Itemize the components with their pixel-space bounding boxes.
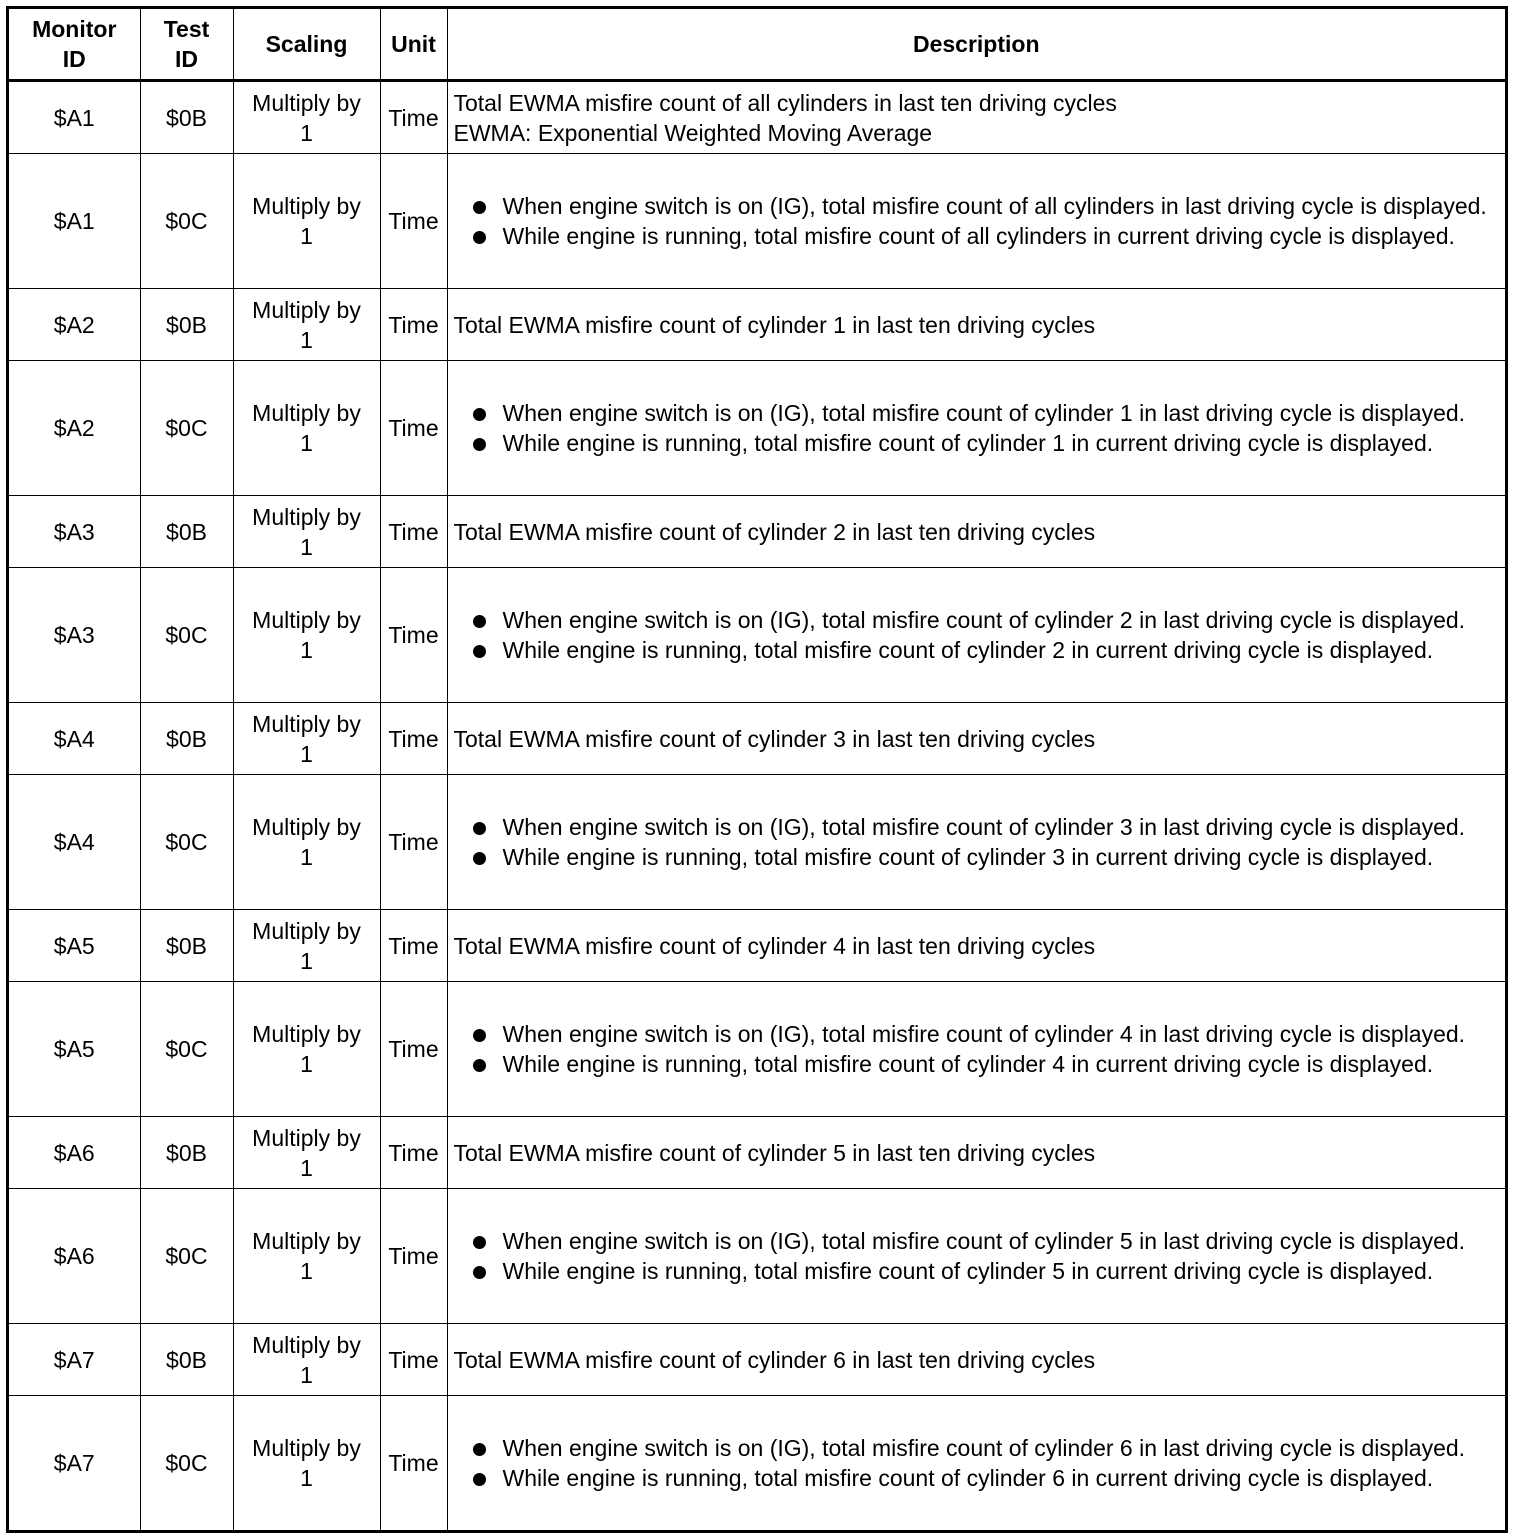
header-monitor-id-line: Monitor <box>32 16 117 42</box>
description-bullet-item <box>454 221 1498 251</box>
description-bullet-item <box>454 428 1498 458</box>
monitor-id-cell: $A6 <box>9 1189 140 1324</box>
table-row <box>9 289 1505 361</box>
table-row <box>9 361 1505 496</box>
description-bullet-list <box>454 1433 1498 1493</box>
table-row <box>9 1396 1505 1531</box>
scaling-text: 1 <box>300 637 313 663</box>
scaling-text: 1 <box>300 1258 313 1284</box>
scaling-cell <box>233 568 380 703</box>
description-cell <box>447 982 1505 1117</box>
test-id-cell: $0B <box>140 1117 233 1189</box>
description-cell <box>447 1189 1505 1324</box>
bullet-dot-icon <box>473 438 486 451</box>
unit-cell: Time <box>380 1117 447 1189</box>
scaling-cell <box>233 289 380 361</box>
test-id-cell: $0B <box>140 289 233 361</box>
description-cell <box>447 775 1505 910</box>
description-bullet-text: While engine is running, total misfire count of cylinder 5 in current driving cycle is displayed. <box>502 1258 1434 1284</box>
scaling-text: 1 <box>300 844 313 870</box>
test-id-cell: $0C <box>140 1396 233 1531</box>
monitor-id-cell: $A3 <box>9 568 140 703</box>
test-id-cell: $0C <box>140 154 233 289</box>
unit-cell: Time <box>380 775 447 910</box>
monitor-id-cell: $A1 <box>9 154 140 289</box>
bullet-dot-icon <box>473 852 486 865</box>
unit-cell: Time <box>380 910 447 982</box>
description-cell <box>447 154 1505 289</box>
description-bullet-text: While engine is running, total misfire count of cylinder 2 in current driving cycle is displayed. <box>502 637 1434 663</box>
description-bullet-item <box>454 398 1498 428</box>
scaling-text: Multiply by <box>252 607 361 633</box>
table-row <box>9 568 1505 703</box>
scaling-text: 1 <box>300 326 313 353</box>
description-bullet-text: When engine switch is on (IG), total misfire count of cylinder 3 in last driving cycle is displayed. <box>502 814 1466 840</box>
scaling-cell <box>233 775 380 910</box>
test-id-cell: $0C <box>140 1189 233 1324</box>
description-cell <box>447 289 1505 361</box>
description-cell <box>447 1396 1505 1531</box>
scaling-cell <box>233 81 380 154</box>
table-row <box>9 496 1505 568</box>
monitor-id-cell: $A7 <box>9 1396 140 1531</box>
monitor-id-cell: $A7 <box>9 1324 140 1396</box>
description-text: Total EWMA misfire count of cylinder 1 in last ten driving cycles <box>453 311 1096 338</box>
scaling-cell <box>233 496 380 568</box>
test-id-cell: $0B <box>140 703 233 775</box>
bullet-dot-icon <box>473 822 486 835</box>
monitor-id-cell: $A2 <box>9 361 140 496</box>
monitor-id-cell: $A6 <box>9 1117 140 1189</box>
description-bullet-list <box>454 398 1498 458</box>
scaling-text: Multiply by <box>252 917 361 944</box>
description-bullet-text: When engine switch is on (IG), total misfire count of cylinder 6 in last driving cycle is displayed. <box>502 1435 1466 1461</box>
header-test-id-line: ID <box>175 46 198 72</box>
description-bullet-text: When engine switch is on (IG), total misfire count of cylinder 2 in last driving cycle is displayed. <box>502 607 1466 633</box>
table-row <box>9 154 1505 289</box>
description-text: EWMA: Exponential Weighted Moving Average <box>453 119 933 146</box>
test-id-cell: $0C <box>140 982 233 1117</box>
scaling-text: 1 <box>300 1154 313 1181</box>
description-cell <box>447 361 1505 496</box>
description-text: Total EWMA misfire count of cylinder 4 in last ten driving cycles <box>453 932 1096 959</box>
table-row <box>9 1189 1505 1324</box>
scaling-text: 1 <box>300 947 313 974</box>
description-bullet-text: When engine switch is on (IG), total misfire count of cylinder 1 in last driving cycle is displayed. <box>502 400 1466 426</box>
scaling-cell <box>233 982 380 1117</box>
monitor-id-cell: $A5 <box>9 910 140 982</box>
monitor-id-cell: $A5 <box>9 982 140 1117</box>
description-bullet-item <box>454 1019 1498 1049</box>
test-id-cell: $0B <box>140 81 233 154</box>
unit-cell: Time <box>380 289 447 361</box>
test-id-cell: $0C <box>140 361 233 496</box>
table-row <box>9 775 1505 910</box>
description-bullet-item <box>454 1433 1498 1463</box>
table-body <box>9 81 1505 1531</box>
monitor-id-cell: $A2 <box>9 289 140 361</box>
description-bullet-list <box>454 1019 1498 1079</box>
scaling-text: 1 <box>300 1465 313 1491</box>
header-scaling: Scaling <box>233 9 380 81</box>
description-bullet-list <box>454 812 1498 872</box>
description-text: Total EWMA misfire count of cylinder 5 in last ten driving cycles <box>453 1139 1096 1166</box>
bullet-dot-icon <box>473 201 486 214</box>
scaling-text: Multiply by <box>252 296 361 323</box>
scaling-text: 1 <box>300 223 313 249</box>
description-bullet-list <box>454 1226 1498 1286</box>
bullet-dot-icon <box>473 1059 486 1072</box>
description-bullet-item <box>454 191 1498 221</box>
description-cell <box>447 910 1505 982</box>
description-bullet-text: While engine is running, total misfire count of all cylinders in current driving cycle is displayed. <box>502 223 1455 249</box>
scaling-text: Multiply by <box>252 1021 361 1047</box>
description-bullet-item <box>454 842 1498 872</box>
description-bullet-text: When engine switch is on (IG), total misfire count of cylinder 4 in last driving cycle is displayed. <box>502 1021 1466 1047</box>
scaling-text: Multiply by <box>252 710 361 737</box>
description-bullet-item <box>454 1226 1498 1256</box>
table-row <box>9 81 1505 154</box>
scaling-cell <box>233 1189 380 1324</box>
description-cell <box>447 81 1505 154</box>
unit-cell: Time <box>380 1189 447 1324</box>
scaling-cell <box>233 361 380 496</box>
scaling-text: Multiply by <box>252 814 361 840</box>
unit-cell: Time <box>380 703 447 775</box>
bullet-dot-icon <box>473 408 486 421</box>
test-id-cell: $0B <box>140 910 233 982</box>
scaling-text: 1 <box>300 533 313 560</box>
scaling-text: Multiply by <box>252 400 361 426</box>
description-bullet-text: When engine switch is on (IG), total misfire count of all cylinders in last driving cycle is displayed. <box>502 193 1487 219</box>
description-bullet-item <box>454 635 1498 665</box>
description-bullet-list <box>454 605 1498 665</box>
description-text: Total EWMA misfire count of all cylinders in last ten driving cycles <box>453 89 1117 116</box>
bullet-dot-icon <box>473 1443 486 1456</box>
unit-cell: Time <box>380 1396 447 1531</box>
bullet-dot-icon <box>473 615 486 628</box>
test-id-cell: $0B <box>140 496 233 568</box>
scaling-text: Multiply by <box>252 1228 361 1254</box>
header-monitor-id-line: ID <box>62 46 86 72</box>
bullet-dot-icon <box>473 1266 486 1279</box>
scaling-cell <box>233 154 380 289</box>
scaling-text: 1 <box>300 430 313 456</box>
monitor-id-cell: $A3 <box>9 496 140 568</box>
description-text: Total EWMA misfire count of cylinder 6 in last ten driving cycles <box>453 1346 1096 1373</box>
description-text: Total EWMA misfire count of cylinder 3 in last ten driving cycles <box>453 725 1096 752</box>
description-bullet-item <box>454 1049 1498 1079</box>
monitor-id-cell: $A4 <box>9 703 140 775</box>
description-bullet-item <box>454 1256 1498 1286</box>
unit-cell: Time <box>380 81 447 154</box>
table-row <box>9 1324 1505 1396</box>
scaling-cell <box>233 1396 380 1531</box>
table-header-row <box>9 9 1505 81</box>
bullet-dot-icon <box>473 231 486 244</box>
scaling-cell <box>233 910 380 982</box>
description-bullet-text: While engine is running, total misfire count of cylinder 6 in current driving cycle is displayed. <box>502 1465 1434 1491</box>
scaling-text: Multiply by <box>252 193 361 219</box>
header-unit: Unit <box>380 9 447 81</box>
unit-cell: Time <box>380 568 447 703</box>
unit-cell: Time <box>380 982 447 1117</box>
bullet-dot-icon <box>473 645 486 658</box>
scaling-text: 1 <box>300 119 313 146</box>
unit-cell: Time <box>380 361 447 496</box>
unit-cell: Time <box>380 154 447 289</box>
test-id-cell: $0B <box>140 1324 233 1396</box>
scaling-text: 1 <box>300 1361 313 1388</box>
header-description: Description <box>447 9 1505 81</box>
table-row <box>9 1117 1505 1189</box>
monitor-test-table <box>6 6 1508 1533</box>
scaling-text: 1 <box>300 740 313 767</box>
monitor-id-cell: $A4 <box>9 775 140 910</box>
data-table <box>9 9 1505 1530</box>
scaling-text: Multiply by <box>252 89 361 116</box>
header-test-id-line: Test <box>163 16 210 42</box>
scaling-text: 1 <box>300 1051 313 1077</box>
scaling-cell <box>233 703 380 775</box>
description-cell <box>447 1324 1505 1396</box>
description-bullet-list <box>454 191 1498 251</box>
description-bullet-text: While engine is running, total misfire count of cylinder 4 in current driving cycle is displayed. <box>502 1051 1434 1077</box>
description-bullet-item <box>454 812 1498 842</box>
description-cell <box>447 1117 1505 1189</box>
bullet-dot-icon <box>473 1473 486 1486</box>
scaling-cell <box>233 1117 380 1189</box>
scaling-text: Multiply by <box>252 1435 361 1461</box>
scaling-cell <box>233 1324 380 1396</box>
description-bullet-text: While engine is running, total misfire count of cylinder 1 in current driving cycle is displayed. <box>502 430 1434 456</box>
table-row <box>9 910 1505 982</box>
scaling-text: Multiply by <box>252 1124 361 1151</box>
description-cell <box>447 496 1505 568</box>
table-row <box>9 982 1505 1117</box>
scaling-text: Multiply by <box>252 1331 361 1358</box>
description-bullet-item <box>454 605 1498 635</box>
description-cell <box>447 568 1505 703</box>
description-bullet-item <box>454 1463 1498 1493</box>
description-bullet-text: When engine switch is on (IG), total misfire count of cylinder 5 in last driving cycle is displayed. <box>502 1228 1466 1254</box>
bullet-dot-icon <box>473 1236 486 1249</box>
description-text: Total EWMA misfire count of cylinder 2 in last ten driving cycles <box>453 518 1096 545</box>
header-monitor-id <box>9 9 140 81</box>
test-id-cell: $0C <box>140 568 233 703</box>
table-row <box>9 703 1505 775</box>
unit-cell: Time <box>380 1324 447 1396</box>
scaling-text: Multiply by <box>252 503 361 530</box>
monitor-id-cell: $A1 <box>9 81 140 154</box>
header-test-id <box>140 9 233 81</box>
bullet-dot-icon <box>473 1029 486 1042</box>
description-cell <box>447 703 1505 775</box>
description-bullet-text: While engine is running, total misfire count of cylinder 3 in current driving cycle is displayed. <box>502 844 1434 870</box>
unit-cell: Time <box>380 496 447 568</box>
test-id-cell: $0C <box>140 775 233 910</box>
